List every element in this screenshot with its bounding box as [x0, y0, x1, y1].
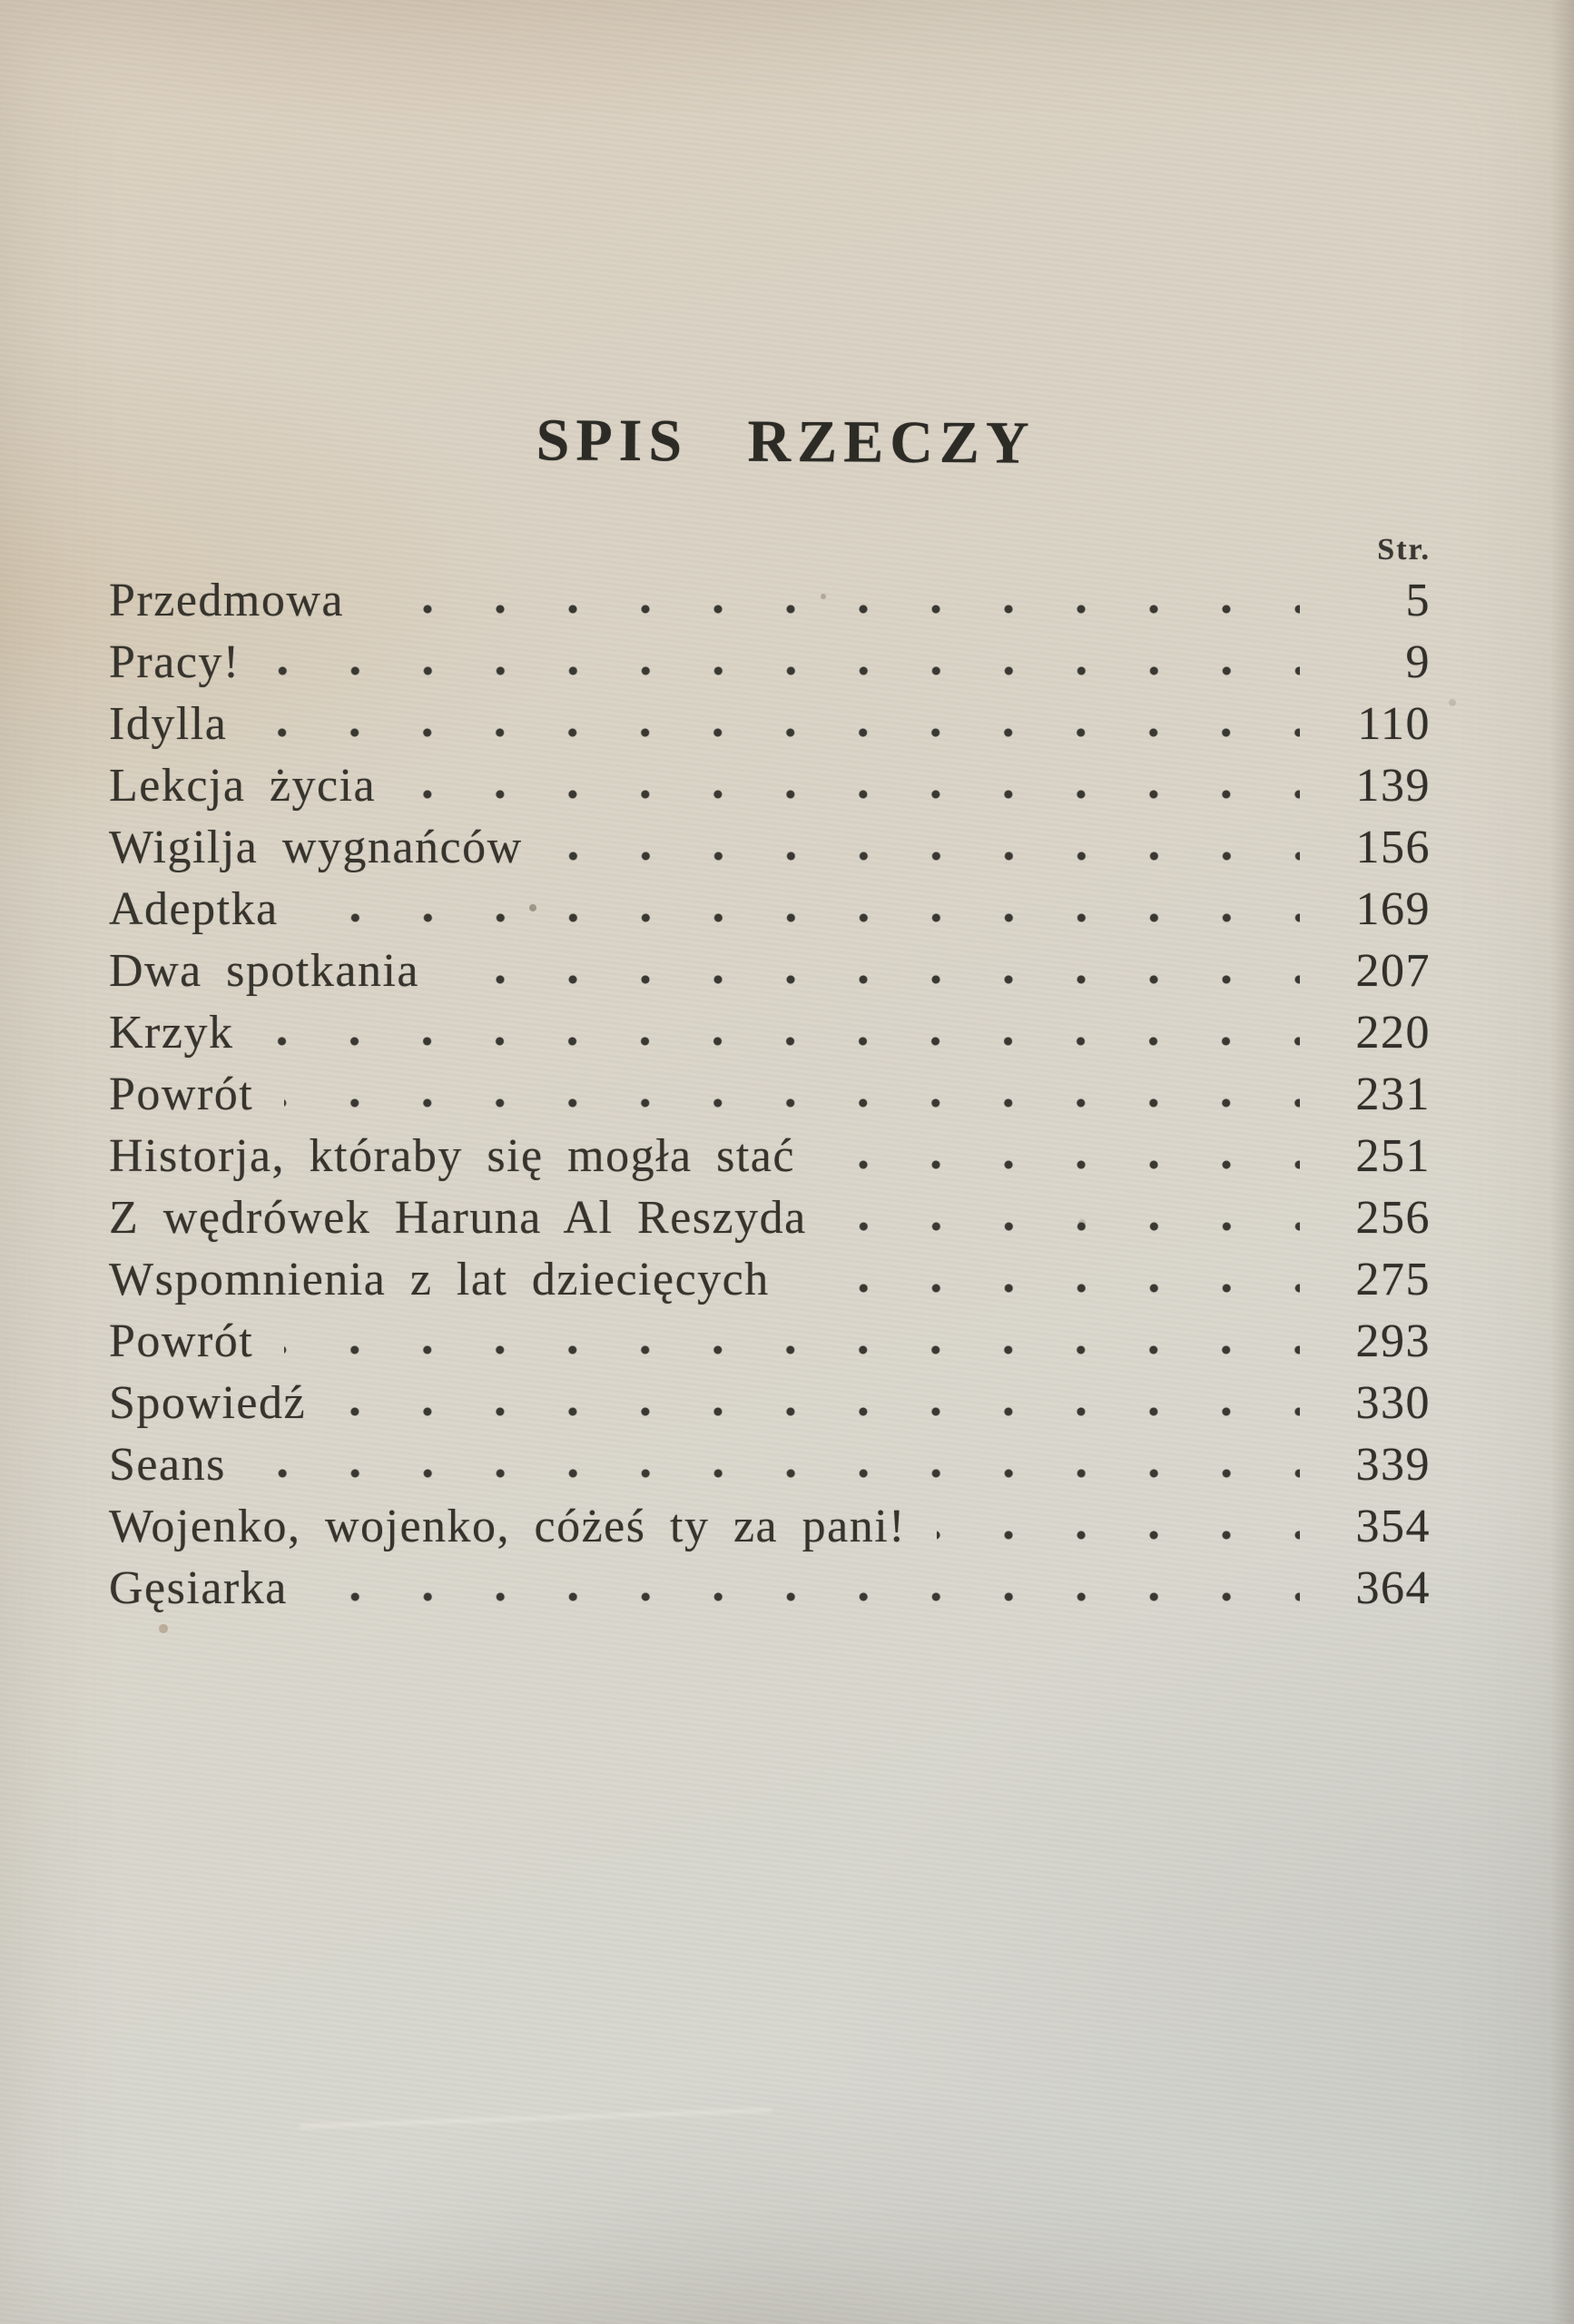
- dot-leader: [284, 1097, 1300, 1109]
- toc-row: [109, 1064, 1431, 1126]
- dot-leader: [826, 1158, 1300, 1171]
- toc-row: [109, 694, 1431, 755]
- toc-entry-title: Wigilja wygnańców: [109, 822, 523, 873]
- page-title: SPIS RZECZY: [536, 407, 1036, 477]
- toc-entry-title: Wojenko, wojenko, cóżeś ty za pani!: [109, 1501, 906, 1552]
- toc-entry-page: 5: [1405, 575, 1431, 626]
- toc-entry-page: 256: [1355, 1192, 1431, 1244]
- toc-entry-page: 139: [1355, 760, 1431, 812]
- toc-row: [109, 879, 1431, 940]
- toc-entry-title: Dwa spotkania: [109, 945, 419, 997]
- toc-row: [109, 570, 1431, 632]
- toc-row: [109, 1249, 1431, 1311]
- toc-entry-page: 293: [1355, 1315, 1431, 1367]
- toc-entry-page: 9: [1405, 636, 1431, 688]
- toc-entry-title: Gęsiarka: [109, 1562, 288, 1614]
- toc-entry-page: 207: [1355, 945, 1431, 997]
- toc-entry-title: Powrót: [109, 1315, 254, 1367]
- toc-entry-page: 275: [1355, 1254, 1431, 1305]
- dot-leader: [284, 1344, 1300, 1356]
- toc-entry-title: Spowiedź: [109, 1377, 307, 1429]
- toc-entry-page: 169: [1355, 883, 1431, 935]
- toc-entry-page: 220: [1355, 1007, 1431, 1059]
- dot-leader: [258, 726, 1300, 739]
- table-of-contents: [109, 532, 1431, 1620]
- toc-row: [109, 817, 1431, 879]
- toc-entry-page: 354: [1355, 1501, 1431, 1552]
- toc-entry-page: 156: [1355, 822, 1431, 873]
- toc-row: [109, 1496, 1431, 1558]
- toc-entry-title: Pracy!: [109, 636, 241, 688]
- toc-entry-title: Idylla: [109, 698, 228, 750]
- toc-entry-title: Historja, któraby się mogła stać: [109, 1130, 795, 1182]
- toc-entry-page: 251: [1355, 1130, 1431, 1182]
- toc-row: [109, 1434, 1431, 1496]
- dot-leader: [319, 1590, 1300, 1603]
- dot-leader: [271, 665, 1300, 677]
- toc-entry-page: 339: [1355, 1439, 1431, 1491]
- toc-row: [109, 1002, 1431, 1064]
- dot-leader: [310, 911, 1300, 924]
- toc-entry-title: Krzyk: [109, 1007, 234, 1059]
- paper-crease: [300, 2109, 772, 2128]
- toc-row: [109, 1187, 1431, 1249]
- page-column-header: Str.: [1377, 533, 1431, 566]
- dot-leader: [264, 1035, 1300, 1048]
- toc-row: [109, 940, 1431, 1002]
- toc-entry-title: Lekcja życia: [109, 760, 377, 812]
- toc-row: [109, 1373, 1431, 1434]
- toc-row: [109, 755, 1431, 817]
- toc-entry-title: Adeptka: [109, 883, 279, 935]
- toc-rows: [109, 570, 1431, 1620]
- dot-leader: [257, 1467, 1300, 1480]
- toc-entry-title: Przedmowa: [109, 575, 344, 626]
- dot-leader: [407, 788, 1300, 801]
- toc-entry-page: 364: [1355, 1562, 1431, 1614]
- dot-leader: [937, 1529, 1300, 1541]
- toc-entry-title: Seans: [109, 1439, 226, 1491]
- toc-row: [109, 1126, 1431, 1187]
- toc-entry-title: Z wędrówek Haruna Al Reszyda: [109, 1192, 807, 1244]
- toc-entry-title: Powrót: [109, 1068, 254, 1120]
- dot-leader: [375, 603, 1300, 615]
- toc-entry-page: 330: [1355, 1377, 1431, 1429]
- dot-leader: [554, 850, 1300, 862]
- toc-entry-page: 231: [1355, 1068, 1431, 1120]
- dot-leader: [337, 1405, 1300, 1418]
- toc-row: [109, 1311, 1431, 1373]
- toc-entry-page: 110: [1357, 698, 1431, 750]
- dot-leader: [838, 1220, 1300, 1233]
- toc-row: [109, 632, 1431, 694]
- dot-leader: [450, 973, 1300, 986]
- toc-row: [109, 1558, 1431, 1620]
- dot-leader: [801, 1282, 1300, 1295]
- toc-entry-title: Wspomnienia z lat dziecięcych: [109, 1254, 770, 1305]
